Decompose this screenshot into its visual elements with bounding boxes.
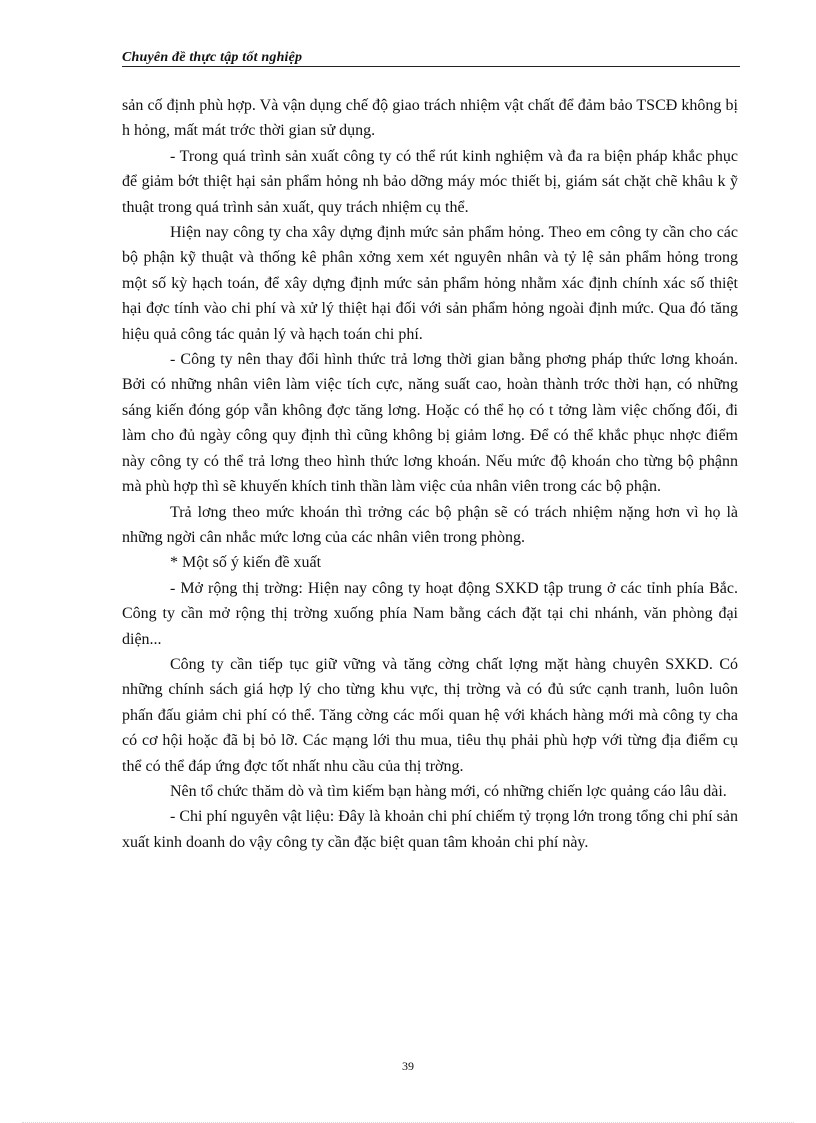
paragraph: Nên tổ chức thăm dò và tìm kiếm bạn hàng mới, có những chiến lợc quảng cáo lâu dài. [170, 782, 727, 800]
paragraph: sản cố định phù hợp. Và vận dụng chế độ giao trách nhiệm vật chất để đảm bảo TSCĐ không bị h hỏng, mất mát trớc thời gian sử dụng. [122, 97, 738, 140]
paragraph: - Mở rộng thị trờng: Hiện nay công ty hoạt động SXKD tập trung ở các tỉnh phía Bắc. Công ty cần mở rộng thị trờng xuống phía Nam bằng cách đặt tại chi nhánh, văn phòng đại diện... [122, 579, 738, 648]
header-title: Chuyên đề thực tập tốt nghiệp [122, 50, 303, 65]
body-text [122, 93, 738, 855]
section-heading: * Một số ý kiến đề xuất [170, 554, 322, 572]
paragraph: - Chi phí nguyên vật liệu: Đây là khoản chi phí chiếm tỷ trọng lớn trong tổng chi phí sản xuất kinh doanh do vậy công ty cần đặc biệt quan tâm khoản chi phí này. [122, 808, 738, 851]
paragraph: Hiện nay công ty cha xây dựng định mức sản phẩm hỏng. Theo em công ty cần cho các bộ phận kỹ thuật và thống kê phân xởng xem xét nguyên nhân và tỷ lệ sản phẩm hỏng trong một số kỳ hạch toán, để xây dựng định mức sản phẩm hỏng nhằm xác định chính xác số thiệt hại đợc tính vào chi phí và xử lý thiệt hại đối với sản phẩm hỏng ngoài định mức. Qua đó tăng hiệu quả công tác quản lý và hạch toán chi phí. [122, 224, 738, 343]
paragraph: Trả lơng theo mức khoán thì trởng các bộ phận sẽ có trách nhiệm nặng hơn vì họ là những ngời cân nhắc mức lơng của các nhân viên trong phòng. [122, 503, 738, 546]
page-number: 39 [402, 1059, 414, 1073]
paragraph: - Trong quá trình sản xuất công ty có thể rút kinh nghiệm và đa ra biện pháp khắc phục để giảm bớt thiệt hại sản phẩm hỏng nh bảo dỡng máy móc thiết bị, giám sát chặt chẽ khâu k ỹ thuật trong quá trình sản xuất, quy trách nhiệm cụ thể. [122, 147, 738, 216]
paragraph: - Công ty nên thay đổi hình thức trả lơng thời gian bằng phơng pháp thức lơng khoán. Bởi có những nhân viên làm việc tích cực, năng suất cao, hoàn thành trớc thời hạn, có những sáng kiến đóng góp vẫn không đợc tăng lơng. Hoặc có thể họ có t tởng làm việc chống đối, đi làm cho đủ ngày công quy định thì cũng không bị giảm lơng. Để có thể khắc phục nhợc điểm này công ty có thể trả lơng theo hình thức lơng khoán. Nếu mức độ khoán cho từng bộ phậnn mà phù hợp thì sẽ khuyến khích tinh thần làm việc của nhân viên trong các bộ phận. [122, 351, 738, 496]
paragraph: Công ty cần tiếp tục giữ vững và tăng cờng chất lợng mặt hàng chuyên SXKD. Có những chính sách giá hợp lý cho từng khu vực, thị trờng và có đủ sức cạnh tranh, luôn luôn phấn đấu giảm chi phí có thể. Tăng cờng các mối quan hệ với khách hàng mới mà công ty cha có cơ hội hoặc đã bị bỏ lỡ. Các mạng lới thu mua, tiêu thụ phải phù hợp với từng địa điểm cụ thể có thể đáp ứng đợc tốt nhất nhu cầu của thị trờng. [122, 655, 738, 775]
page-header [122, 46, 740, 67]
